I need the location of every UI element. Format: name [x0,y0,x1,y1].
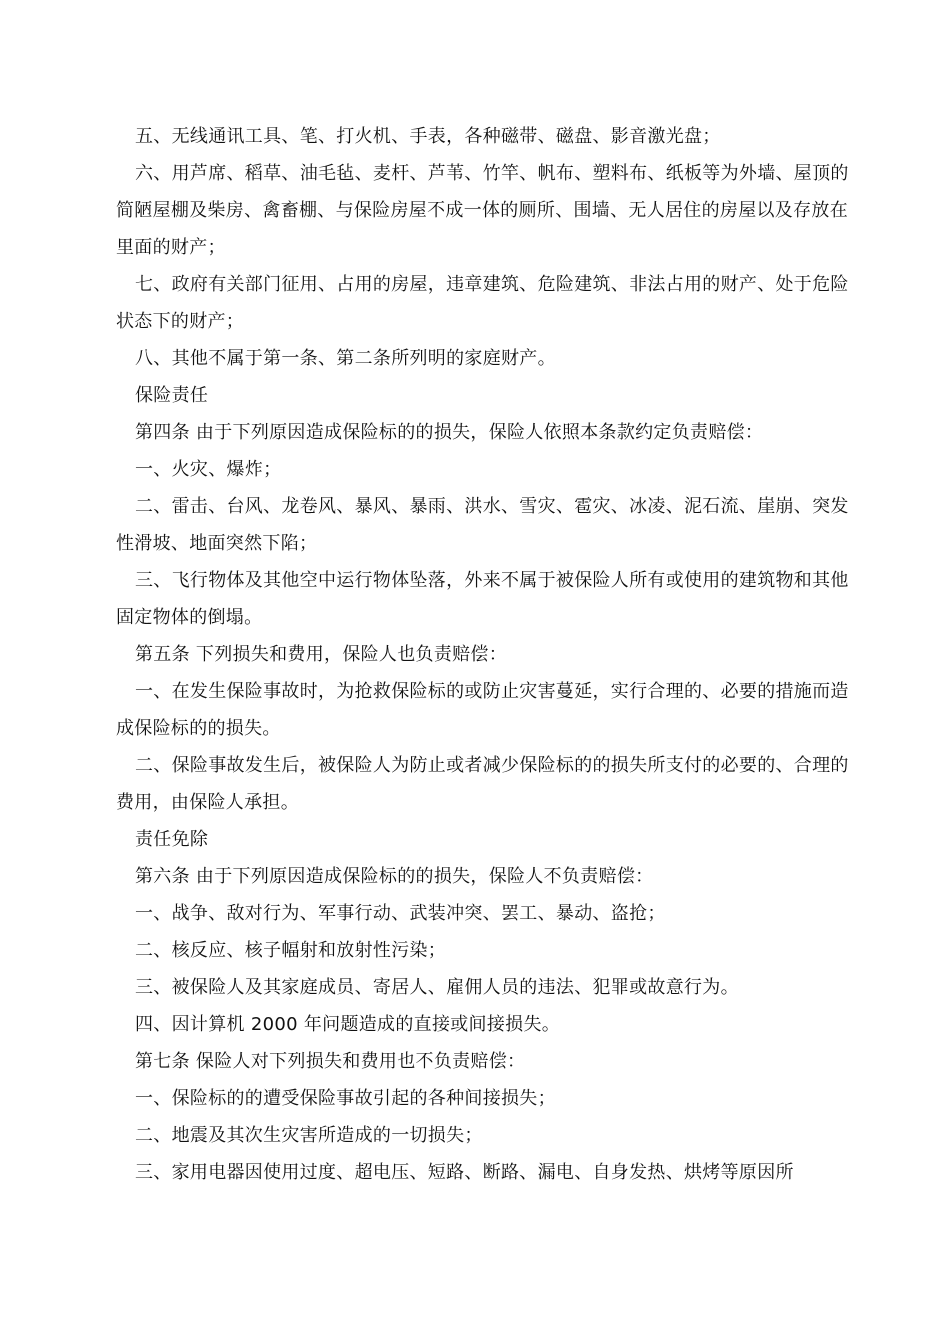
section-heading-insurance-liability: 保险责任 [135,385,209,406]
clause-five-wireless-items: 五、无线通讯工具、笔、打火机、手表，各种磁带、磁盘、影音激光盘； [135,126,721,147]
article-seven-item-one: 一、保险标的的遭受保险事故引起的各种间接损失； [135,1088,556,1109]
clause-eight-other-property: 八、其他不属于第一条、第二条所列明的家庭财产。 [135,348,556,369]
document-body [116,118,856,1191]
article-seven: 第七条 保险人对下列损失和费用也不负责赔偿： [135,1051,526,1072]
clause-six-shabby-structures: 六、用芦席、稻草、油毛毡、麦杆、芦苇、竹竿、帆布、塑料布、纸板等为外墙、屋顶的简陋屋棚及柴房、禽畜棚、与保险房屋不成一体的厕所、围墙、无人居住的房屋以及存放在里面的财产； [116,163,849,258]
article-seven-item-two: 二、地震及其次生灾害所造成的一切损失； [135,1125,483,1146]
article-five-item-one: 一、在发生保险事故时，为抢救保险标的或防止灾害蔓延，实行合理的、必要的措施而造成保险标的的损失。 [116,681,849,739]
article-five-item-two: 二、保险事故发生后，被保险人为防止或者减少保险标的的损失所支付的必要的、合理的费用，由保险人承担。 [116,755,849,813]
article-seven-item-three: 三、家用电器因使用过度、超电压、短路、断路、漏电、自身发热、烘烤等原因所 [135,1162,794,1183]
article-six-item-three: 三、被保险人及其家庭成员、寄居人、雇佣人员的违法、犯罪或故意行为。 [135,977,739,998]
section-heading-exclusions: 责任免除 [135,829,209,850]
article-five: 第五条 下列损失和费用，保险人也负责赔偿： [135,644,508,665]
article-six-item-one: 一、战争、敌对行为、军事行动、武装冲突、罢工、暴动、盗抢； [135,903,666,924]
article-six-item-two: 二、核反应、核子幅射和放射性污染； [135,940,447,961]
article-four-item-two: 二、雷击、台风、龙卷风、暴风、暴雨、洪水、雪灾、雹灾、冰凌、泥石流、崖崩、突发性滑坡、地面突然下陷； [116,496,849,554]
article-four-item-three: 三、飞行物体及其他空中运行物体坠落，外来不属于被保险人所有或使用的建筑物和其他固定物体的倒塌。 [116,570,849,628]
clause-seven-requisitioned-property: 七、政府有关部门征用、占用的房屋，违章建筑、危险建筑、非法占用的财产、处于危险状态下的财产； [116,274,849,332]
article-four-item-one: 一、火灾、爆炸； [135,459,282,480]
article-six-item-four: 四、因计算机 2000 年问题造成的直接或间接损失。 [135,1014,561,1035]
article-six: 第六条 由于下列原因造成保险标的的损失，保险人不负责赔偿： [135,866,654,887]
article-four: 第四条 由于下列原因造成保险标的的损失，保险人依照本条款约定负责赔偿： [135,422,764,443]
